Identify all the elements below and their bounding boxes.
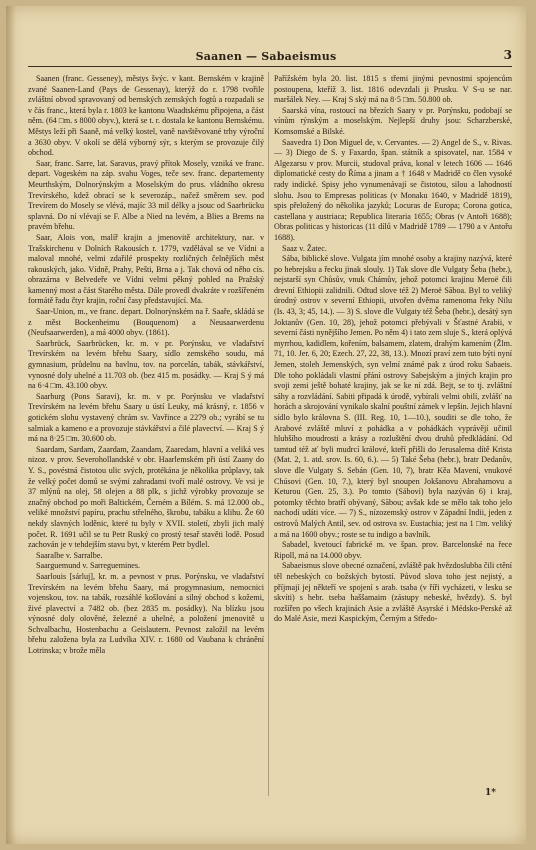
entry-saarlouis: Saarlouis [sárluj], kr. m. a pevnost v prus. Porýnsku, ve vladařství Trevírském na levém břehu Saary, má progymnasium, nemocnici vojenskou, tov. na tabák, rozsáhlé košlování a silný obchod s kožemi, živé plavectví a 7482 ob. (bez 2835 m. posádky). Na blízku jsou výnosné doly olověné, železné a uhelné, a položení jmenovitě u Schvalbachu, Hostenbachu a Geislautern. Pevnost založil na levém břehu založena byla za Ludvíka XIV. r. 1680 od Vaubana k chránění Lotrinska; v brože měla [28,571,264,656]
entry-saaz: Saaz v. Žatec. [282,243,327,253]
book-page [6,6,526,844]
entry-saar-alois: Saar, Alois von, malíř krajin a jmenovitě architektury, nar. v Trašskirchenu v Dolních Rakousích r. 1779, vzdělával se ve Vídni a maloval mnohé, velmi zdařilé prospekty rozličných čelnějších měst rakouských, jako. Vídně, Prahy, Pešti, Brna a j. Tak chová od něho cís. obrazárna v Belvedeře ve Vídni velmi pěkný pohled na Pražský kamenný most a část Starého města. Dále provedl dvakráte v rozšířeném formátě řadu čtyr krajin, roční časy představující. Ma. [28,232,264,306]
signature-mark: 1* [485,788,496,798]
page-shadow [6,6,16,844]
running-title: Saanen — Sabaeismus [195,50,337,63]
page-number: 3 [503,48,512,62]
header-rule [28,66,512,67]
entry-saarbruck: Saarbrück, Saarbrücken, kr. m. v pr. Porýnsku, ve vladařství Trevírském na levém břehu Saary, sídlo zemského soudu, má gymnasium, průdelnu na bavlnu, tov. na porcelán, tabák, stávkářství, vynosné doly uhelné a 11.703 ob. (bez 415 m. posádky. — Kraj S ý má na 6·4 □m. 43.100 obyv. [28,338,264,391]
entry-saarburg: Saarburg (Pons Saravi), kr. m. v pr. Porýnsku ve vladařství Trevírském na levém břehu Saary u ústí Leuky, má krásný, r. 1856 v gotickém slohu vystavený chrám sv. Vavřince a 2279 ob.; vyrábí se tu salmiak a kameno e a provozuje stávkářství a čilé plavectví. — Kraj S ý má na 8·25 □m. 30.600 ob. [28,391,264,444]
entry-saaralbe: Saaralbe v. Sarralbe. [36,550,103,560]
entry-saardam: Saardam, Sardam, Zaardam, Zaandam, Zaaredam, hlavní a veliká ves nizoz. v prov. Severohollandské v obr. Haarlemském při ústí Zaany do Y. S., povéstná čistotou ulic svých, protékána je několika průplavy, tak že velký počet domů se svými zahradami tvoří malé ostrovy. Ve vsi je 37 mlýnů na olej, 58 olejen a 88 plk, s jichž výrobky provozuje se značný obchod po moři Baltickém, Černém a Bílém. S. má 12.000 ob., veliké množství papíru, prachu střelného, škrobu, tabáku a klihu. Že 60 nekdy slavných loděnic, které tu byly v XVII. století, zbyli jich malý počet. R. 1691 učil se tu Petr Ruský co prostý tesař stavěti lodě. Posud zachován je v tehdejším stavu byt, v kterém Petr bydlel. [28,444,264,550]
running-header [6,50,526,70]
entry-saarguemund: Saarguemund v. Sarreguemines. [36,561,141,571]
entry-saar-river: Saar, franc. Sarre, lat. Saravus, pravý přítok Mosely, vzniká ve franc. depart. Vogeském na záp. svahu Voges, teče sev. franc. departementy Meurthským, Dolnorýnským a Moselským do prus. vládního okresu Trevírského, kdež obrací se k severozáp., načež směrem sev. pod Trevírem do Mosely se vlévá, majíc 33 mil délky a jsouc od Saarbrücku splavná. Do ní vlévají se F. Albe a Nied na levém, a Blies a Brems na pravém břehu. [28,158,264,232]
entry-sabadel: Sabadel, kvetoucí fabrické m. ve špan. prov. Barcelonské na řece Ripoll, má na 14.000 obyv. [274,540,512,560]
left-column [28,74,264,657]
entry-sabaeismus: Sabaeismus slove obecné označení, zvláště pak hvězdoslubba čili ctění těl nebeských co božských bytostí. Původ slova toho jest nejistý, a příjmají jej někteří ve spojení s arab. tsaba (v říři vycházeti, v lesku se skvíti) s hebr. tseba haššamaim (zástupy nebeské, hvězdy). S. byl rozšířen po všech krajinách Asie a zvláště Asyrské i Médsko-Perské až do Malé Asie, mezi Kaspickým, Černým a Středo- [274,561,512,624]
entry-saarlouis-continued: Pařížském byla 20. list. 1815 s třemi jinými pevnostmi spojencům postoupena, kteříž 3. list. 1816 odevzdali ji Prusku. V S-u se nar. maršálek Ney. — Kraj S ský má na 8·5 □m. 50.800 ob. [274,74,512,105]
entry-saar-union: Saar-Union, m., ve franc. depart. Dolnorýnském na ř. Saaře, skládá se z měst Bockenheimu (Bouquenom) a Neusaarwerdenu (Neufsaarwerden), a má 4000 obyv. (1861). [28,307,264,338]
entry-saanen: Saanen (franc. Gesseney), městys švýc. v kant. Bernském v krajině zvané Saanen-Land (Pays de Gessenay), kterýž do r. 1798 tvořile zvláštní obvod spravovaný od bernských zemských fogtů a rozpadali se v čás franc., která byla r. 1803 ke kantonu Waadtskému připojena, a část něm. (64 □m. s 8000 obyv.), která se t. r. dostala ke kantonu Bernskému. Městys leží při Saaně, má velký kostel, vaně navštěvované trhy výroční a 3630 obyv. V okolí se dělá výborný sýr, s kterým se provozuje čilý obchod. [28,74,264,158]
entry-saarska-vina: Saarská vína, rostoucí na březích Saary v pr. Porýnsku, podobají se vínům rýnským a moselským. Nejlepší druhy jsou: Scharzberské, Komsomské a Bilské. [274,105,512,136]
entry-saavedra: Saavedra 1) Don Miguel de, v. Cervantes. — 2) Angel de S., v. Rivas. — 3) Diego de S. y Faxardo, špan. státník a spisovatel, nar. 1584 v Algezarsu v prov. Murcii, studoval práva, konal v letech 1606 — 1646 diplomatické cesty do Říma a jinam a † 1648 v Madridě co člen vysoké rady indické. Spisy jeho vynumenávají se čistotou, silou a lahodností slohu. Jsou to Empresas politicas (v Monaku 1640, v Madridě 1819), spis přeložený do několika jazyků; Locuras de Europa; Corona gotica, castellana y austriaca; Republica literaria 1655; Obras (v Antoři 1688); Obras politicas y historicas (11 dílů v Madridě 1789 — 1790 a v Antořu 1688). [274,137,512,242]
entry-saba: Sába, biblické slove. Vulgata jím mnohé osoby a krajiny nazývá, které po hebrejsku a řecku jinak slouly. 1) Tak slove dle Vulgaty Šeba (hebr.), nejstarší syn Chůsův, vnuk Chámův, jehož potomci krajinu Meroë čili drevní Ethiopii zalidnili. Odtud slove též 2) Meroë Sāboa. Byl to veliký úrodný ostrov v severní Ethiopii, utvořen dvěma ramenoma řeky Nilu (Is. 43, 3; 45, 14.). — 3) S. slove dle Vulgaty též Šeba (hebr.), desátý syn Joktanův (Gen. 10, 28), jehož potomci přebývali v Šťastné Arabii, v severní části nynějšího Jemen. Po něm 4) i tato zem sluje S., která oplývá myrrhou, kadidlem, kořením, balsamem, zlatem, drahým kamením (Žlm. 71, 10. Jer. 6, 20; Ezech. 27, 22, 38, 13.). Mnozí praví zem tuto býti nyní Jemen, stoleh Jemenských, syn velmí známé pak z úrod roku Sabaeis. Dle toho pokládali vlastní přání ostrovy Sabejským a jiných krajin pro svoji zemi ještě bohaté krajiny, jak se ke ní zdá. Bejt, se to tj. zvláštní sáhy a rozvládání. Sabiti připadá k úrodě, vybírali velmi obilí, zvlášť na horách a skrojování vynikalo skalní pouštní zámek v lepšin. Jejich hlavní sídlo bylo královna S. (III. Reg. 10, 1—10.), souditi se dle toho, že Arabové zvláště mluví z pohádka a v pohádkách vyprávějí učinil hlubšího moudrosti a krásy a rozluštění dvou druhů předkládání. Od tamtud též ať byli mudrcí králové, kteří přišli do Jerusalema dítě Krista (Mat. 2, 1. atd. srov. Is. 60, 6.). — 5) Také Šeba (hebr.), bratr Dedanův, slove dle Vulgaty S. Sebán (Gen. 10, 7), bratr Kěa Mavení, vnukové Chúsovi (Gen. 10, 7.), který byl snoupen Jokšanovu Abrahamovu a Keturou (Gen. 25, 3.). Po tomto (Sábovi) byla nazýván 6) i kraj, potomky těchto bratří obývaný, Sābou; avšak kde se mělo tak toho jelo nachodí udáti více. — 7) S., nízozemský ostrov v Západní Indii, jeden z ostrovů Malých Antil, sev. od ostrova sv. Eustachia; jest na 1 □m. veliký a má na 1600 obyv.; roste se tu indigo a bavlník. [274,254,512,539]
right-column [274,74,512,625]
column-divider [268,72,269,796]
